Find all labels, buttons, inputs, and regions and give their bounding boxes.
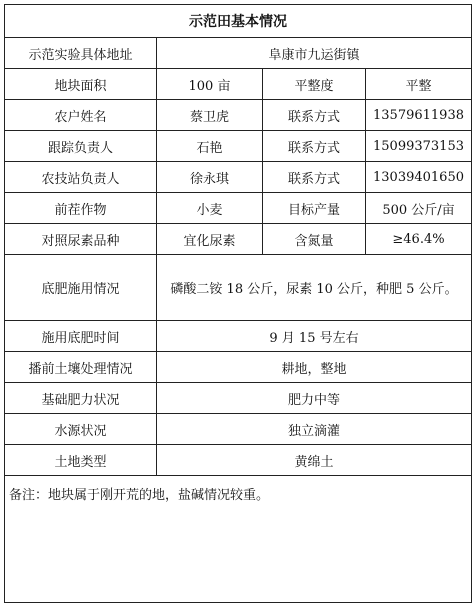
crop-value: 小麦 xyxy=(157,193,263,224)
farmer-contact-label: 联系方式 xyxy=(263,100,366,131)
base-fert-value: 磷酸二铵 18 公斤，尿素 10 公斤，种肥 5 公斤。 xyxy=(157,255,472,321)
fertility-label: 基础肥力状况 xyxy=(5,383,157,414)
tracker-value: 石艳 xyxy=(157,131,263,162)
station-label: 农技站负责人 xyxy=(5,162,157,193)
tracker-label: 跟踪负责人 xyxy=(5,131,157,162)
address-label: 示范实验具体地址 xyxy=(5,38,157,69)
table-title: 示范田基本情况 xyxy=(5,5,472,38)
target-yield-value: 500 公斤/亩 xyxy=(366,193,472,224)
info-sheet xyxy=(4,4,471,610)
base-time-value: 9 月 15 号左右 xyxy=(157,321,472,352)
fertility-value: 肥力中等 xyxy=(157,383,472,414)
land-type-value: 黄绵土 xyxy=(157,445,472,476)
nitrogen-value: ≥46.4% xyxy=(366,224,472,255)
area-label: 地块面积 xyxy=(5,69,157,100)
info-table xyxy=(4,4,472,603)
base-fert-label: 底肥施用情况 xyxy=(5,255,157,321)
farmer-label: 农户姓名 xyxy=(5,100,157,131)
soil-treat-value: 耕地，整地 xyxy=(157,352,472,383)
soil-treat-label: 播前土壤处理情况 xyxy=(5,352,157,383)
station-contact-label: 联系方式 xyxy=(263,162,366,193)
land-type-label: 土地类型 xyxy=(5,445,157,476)
area-value: 100 亩 xyxy=(157,69,263,100)
station-contact-value: 13039401650 xyxy=(366,162,472,193)
urea-label: 对照尿素品种 xyxy=(5,224,157,255)
tracker-contact-value: 15099373153 xyxy=(366,131,472,162)
water-value: 独立滴灌 xyxy=(157,414,472,445)
remark-text: 备注：地块属于刚开荒的地，盐碱情况较重。 xyxy=(5,476,472,603)
station-value: 徐永琪 xyxy=(157,162,263,193)
target-yield-label: 目标产量 xyxy=(263,193,366,224)
farmer-contact-value: 13579611938 xyxy=(366,100,472,131)
crop-label: 前茬作物 xyxy=(5,193,157,224)
water-label: 水源状况 xyxy=(5,414,157,445)
address-value: 阜康市九运街镇 xyxy=(157,38,472,69)
base-time-label: 施用底肥时间 xyxy=(5,321,157,352)
nitrogen-label: 含氮量 xyxy=(263,224,366,255)
farmer-value: 蔡卫虎 xyxy=(157,100,263,131)
flatness-label: 平整度 xyxy=(263,69,366,100)
urea-value: 宜化尿素 xyxy=(157,224,263,255)
flatness-value: 平整 xyxy=(366,69,472,100)
tracker-contact-label: 联系方式 xyxy=(263,131,366,162)
